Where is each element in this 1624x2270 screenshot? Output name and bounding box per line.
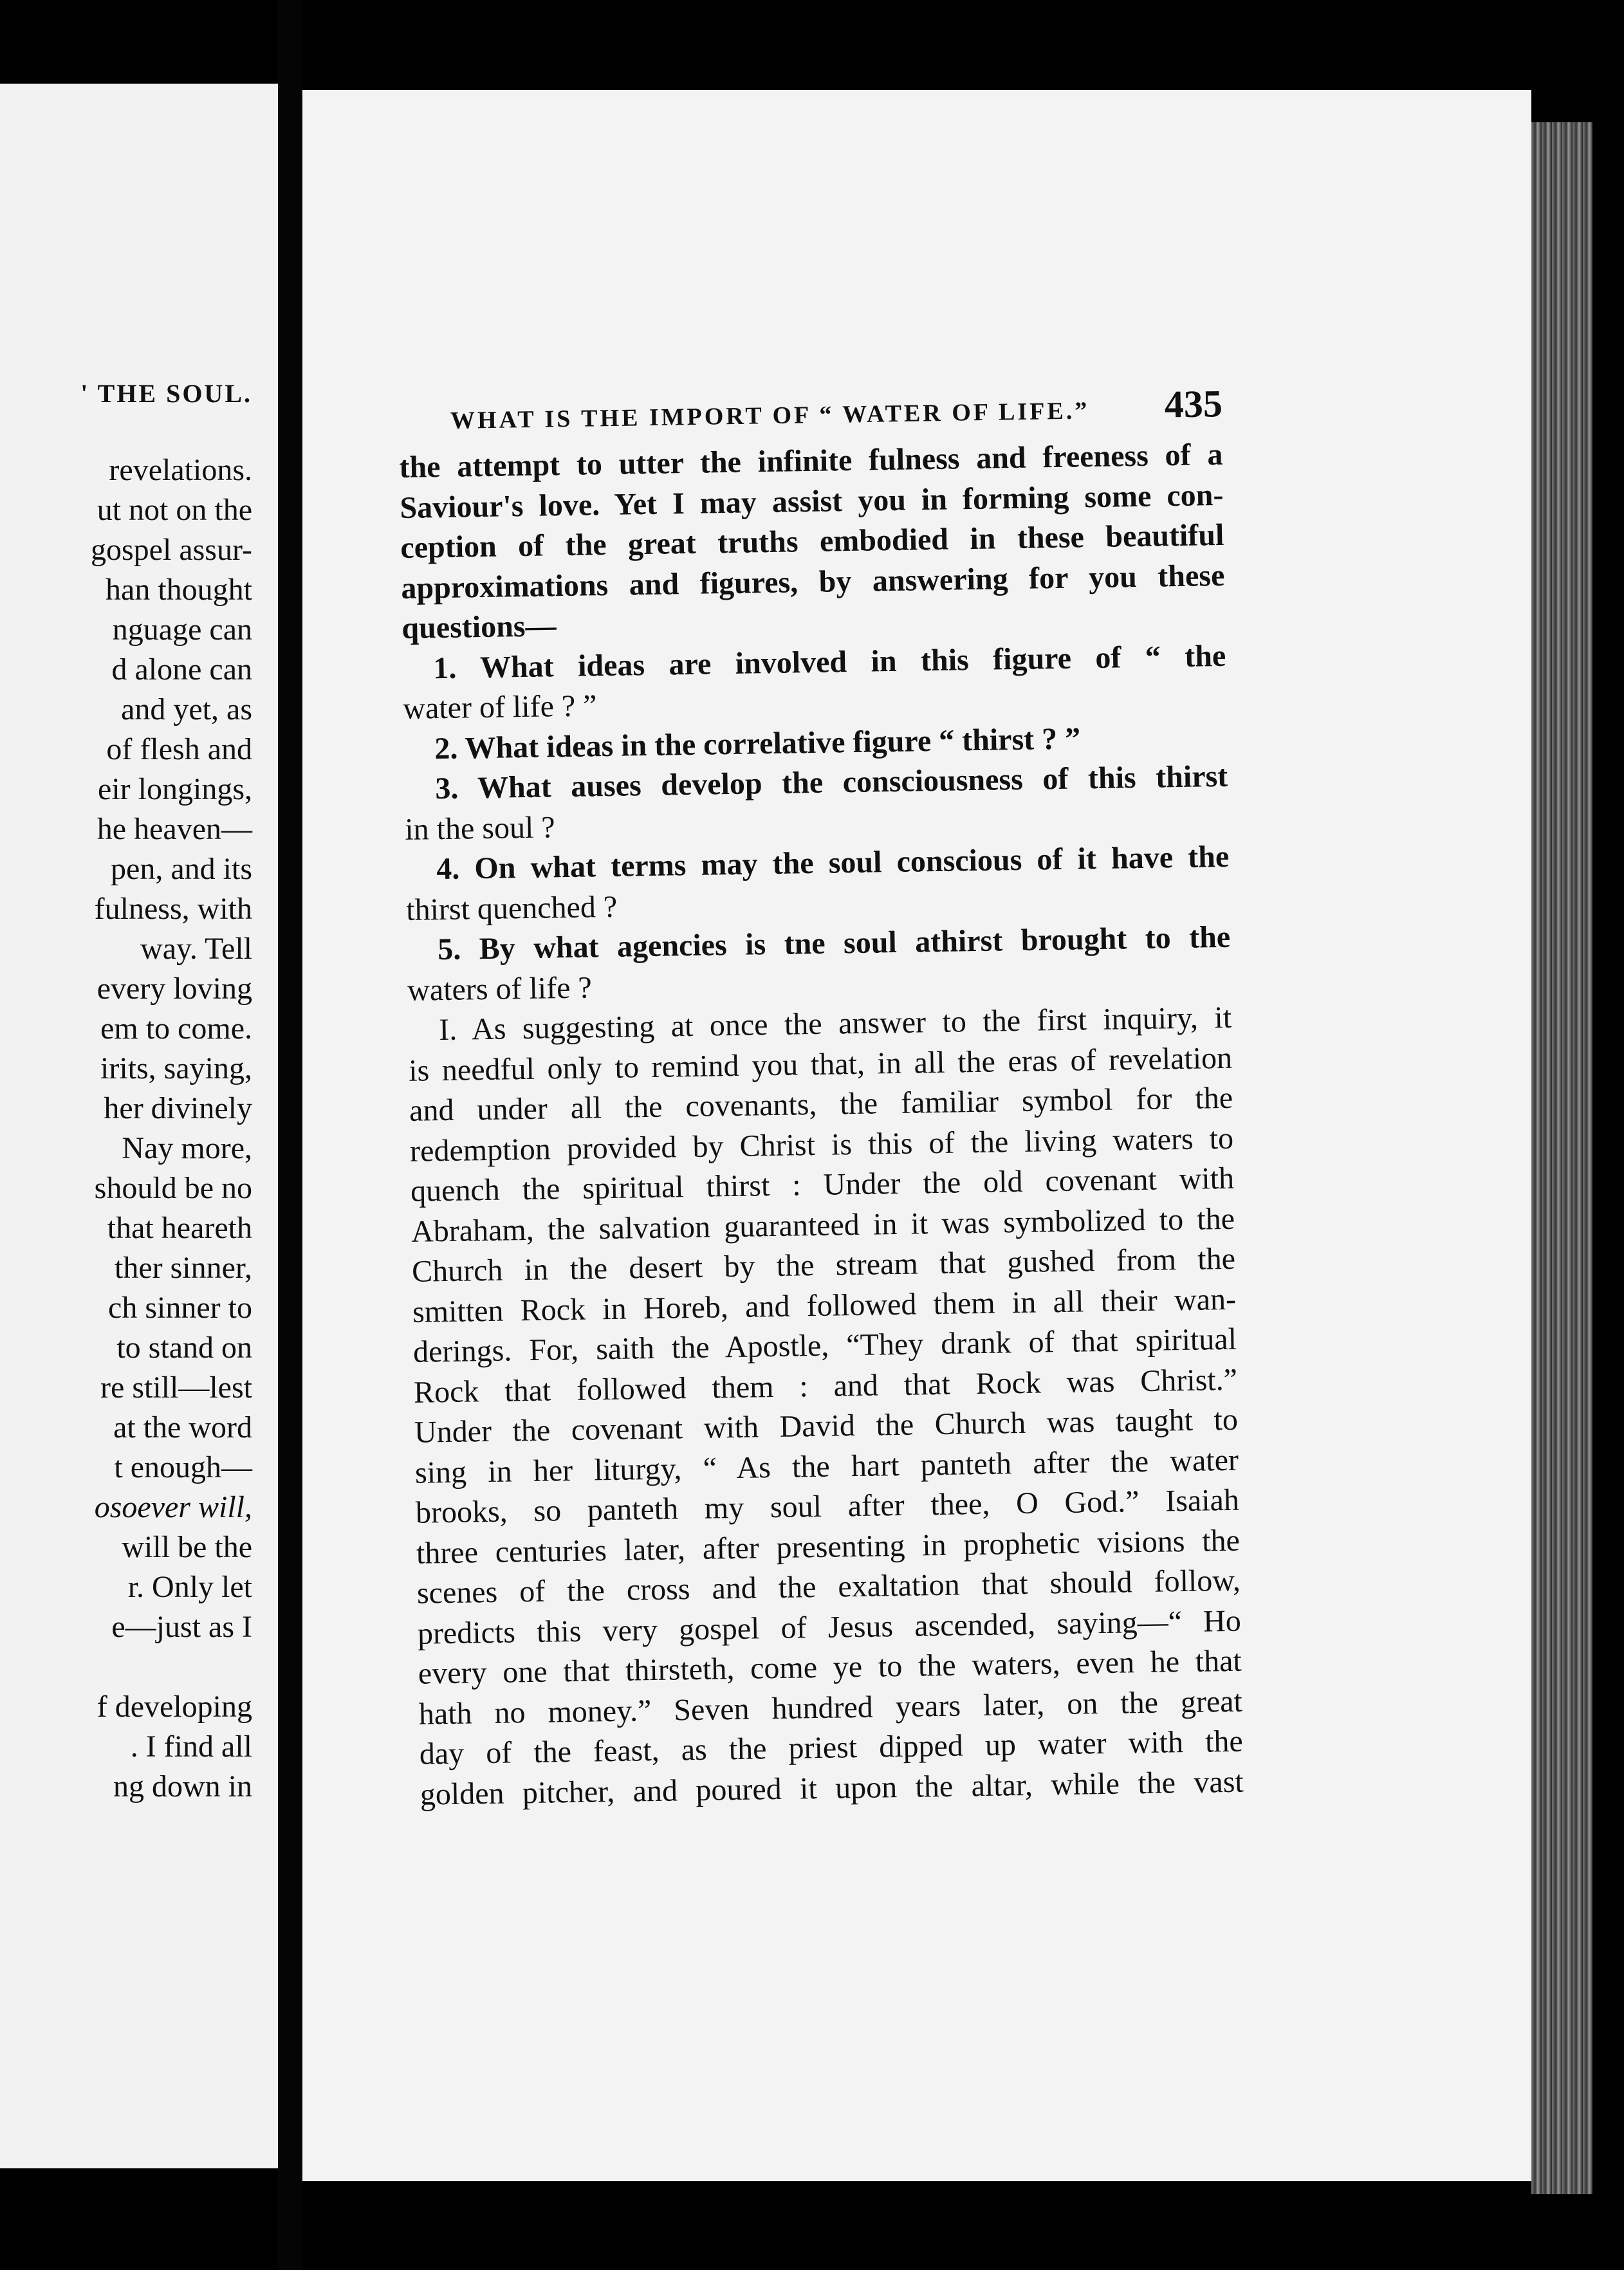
left-line: . I find all bbox=[130, 1730, 252, 1764]
left-running-title: ' THE SOUL. bbox=[80, 379, 252, 408]
text-line: Saviour's love. Yet I may assist you in forming some con- bbox=[400, 477, 1224, 525]
left-line: revelations. bbox=[109, 453, 252, 487]
left-line-blank bbox=[91, 1647, 252, 1687]
left-line: Nay more, bbox=[122, 1131, 252, 1165]
text-line: 4. On what terms may the soul conscious of it have the bbox=[436, 839, 1230, 887]
left-line: re still—lest bbox=[100, 1370, 252, 1405]
left-line: eir longings, bbox=[98, 772, 252, 806]
left-line: ther sinner, bbox=[114, 1251, 252, 1285]
text-line: Abraham, the salvation guaranteed in it was symbolized to the bbox=[411, 1201, 1235, 1249]
left-line: gospel assur- bbox=[91, 533, 252, 567]
text-line: and under all the covenants, the familiar symbol for the bbox=[409, 1080, 1233, 1128]
left-line: at the word bbox=[113, 1410, 252, 1444]
text-line: redemption provided by Christ is this of the living waters to bbox=[409, 1121, 1234, 1168]
text-line: 5. By what agencies is tne soul athirst brought to the bbox=[437, 919, 1231, 967]
left-line: ut not on the bbox=[97, 493, 252, 527]
left-line: and yet, as bbox=[121, 692, 252, 726]
left-line: t enough— bbox=[114, 1450, 252, 1484]
left-line: pen, and its bbox=[111, 852, 252, 886]
text-line: the attempt to utter the infinite fulness and freeness of a bbox=[399, 437, 1223, 484]
left-line: han thought bbox=[106, 573, 252, 607]
left-line: em to come. bbox=[100, 1011, 252, 1046]
left-line: r. Only let bbox=[127, 1570, 252, 1604]
text-line: thirst quenched ? bbox=[405, 889, 618, 927]
body-text bbox=[399, 435, 1244, 1815]
text-line: waters of life ? bbox=[407, 970, 593, 1008]
left-text-fragments bbox=[91, 450, 252, 1807]
left-line: to stand on bbox=[116, 1331, 252, 1365]
text-line: questions— bbox=[401, 609, 557, 645]
text-line: derings. For, saith the Apostle, “They drank of that spiritual bbox=[412, 1322, 1237, 1369]
left-line: ch sinner to bbox=[108, 1291, 252, 1325]
text-line: is needful only to remind you that, in all the eras of revelation bbox=[408, 1040, 1233, 1088]
text-line: 1. What ideas are involved in this figure of “ the bbox=[432, 638, 1226, 685]
left-line: will be the bbox=[122, 1530, 252, 1564]
text-line: approximations and figures, by answering for you these bbox=[401, 558, 1225, 605]
left-line: he heaven— bbox=[97, 812, 252, 846]
text-line: hath no money.” Seven hundred years later, on the great bbox=[418, 1684, 1243, 1731]
left-line: her divinely bbox=[104, 1091, 252, 1125]
text-line: water of life ? ” bbox=[402, 688, 597, 726]
text-line: three centuries later, after presenting in prophetic visions the bbox=[416, 1523, 1241, 1571]
left-line: nguage can bbox=[112, 613, 252, 647]
left-line bbox=[91, 1488, 252, 1527]
text-line: I. As suggesting at once the answer to the first inquiry, it bbox=[438, 1000, 1232, 1047]
text-line: quench the spiritual thirst : Under the old covenant with bbox=[410, 1161, 1235, 1208]
left-line: that heareth bbox=[107, 1211, 252, 1245]
text-line: Church in the desert by the stream that gushed from the bbox=[411, 1241, 1236, 1289]
running-title: WHAT IS THE IMPORT OF “ WATER OF LIFE.” bbox=[450, 397, 1090, 434]
text-line: 2. What ideas in the correlative figure “ thirst ? ” bbox=[434, 721, 1081, 766]
left-line: e—just as I bbox=[111, 1610, 252, 1644]
book-gutter bbox=[278, 0, 302, 2270]
text-line: brooks, so panteth my soul after thee, O God.” Isaiah bbox=[415, 1482, 1240, 1530]
left-line: should be no bbox=[94, 1171, 252, 1205]
text-line: every one that thirsteth, come ye to the waters, even he that bbox=[418, 1643, 1242, 1691]
text-line: sing in her liturgy, “ As the hart panteth after the water bbox=[414, 1443, 1239, 1490]
left-line: of flesh and bbox=[106, 732, 252, 766]
text-line: golden pitcher, and poured it upon the altar, while the vast bbox=[420, 1764, 1244, 1812]
text-line: smitten Rock in Horeb, and followed them in all their wan- bbox=[412, 1282, 1237, 1329]
text-line: Under the covenant with David the Church was taught to bbox=[414, 1402, 1239, 1450]
left-line: ng down in bbox=[113, 1769, 252, 1804]
left-line: d alone can bbox=[111, 652, 252, 687]
text-line: Rock that followed them : and that Rock was Christ.” bbox=[413, 1362, 1238, 1410]
page-number: 435 bbox=[1164, 382, 1223, 426]
left-line: way. Tell bbox=[140, 932, 252, 966]
text-line: scenes of the cross and the exaltation that should follow, bbox=[416, 1563, 1241, 1610]
text-line: ception of the great truths embodied in these beautiful bbox=[400, 517, 1224, 565]
text-line: predicts this very gospel of Jesus ascended, saying—“ Ho bbox=[417, 1603, 1242, 1651]
page-edge bbox=[1531, 122, 1592, 2194]
text-line: day of the feast, as the priest dipped up water with the bbox=[419, 1724, 1244, 1771]
left-line-italic: osoever will, bbox=[94, 1490, 252, 1524]
left-line: fulness, with bbox=[94, 892, 252, 926]
text-line: 3. What auses develop the consciousness of this thirst bbox=[434, 759, 1228, 806]
text-line: in the soul ? bbox=[404, 809, 555, 847]
left-line: f developing bbox=[97, 1690, 252, 1724]
left-line: irits, saying, bbox=[100, 1051, 252, 1085]
left-line: every loving bbox=[97, 972, 252, 1006]
left-page bbox=[0, 84, 278, 2168]
